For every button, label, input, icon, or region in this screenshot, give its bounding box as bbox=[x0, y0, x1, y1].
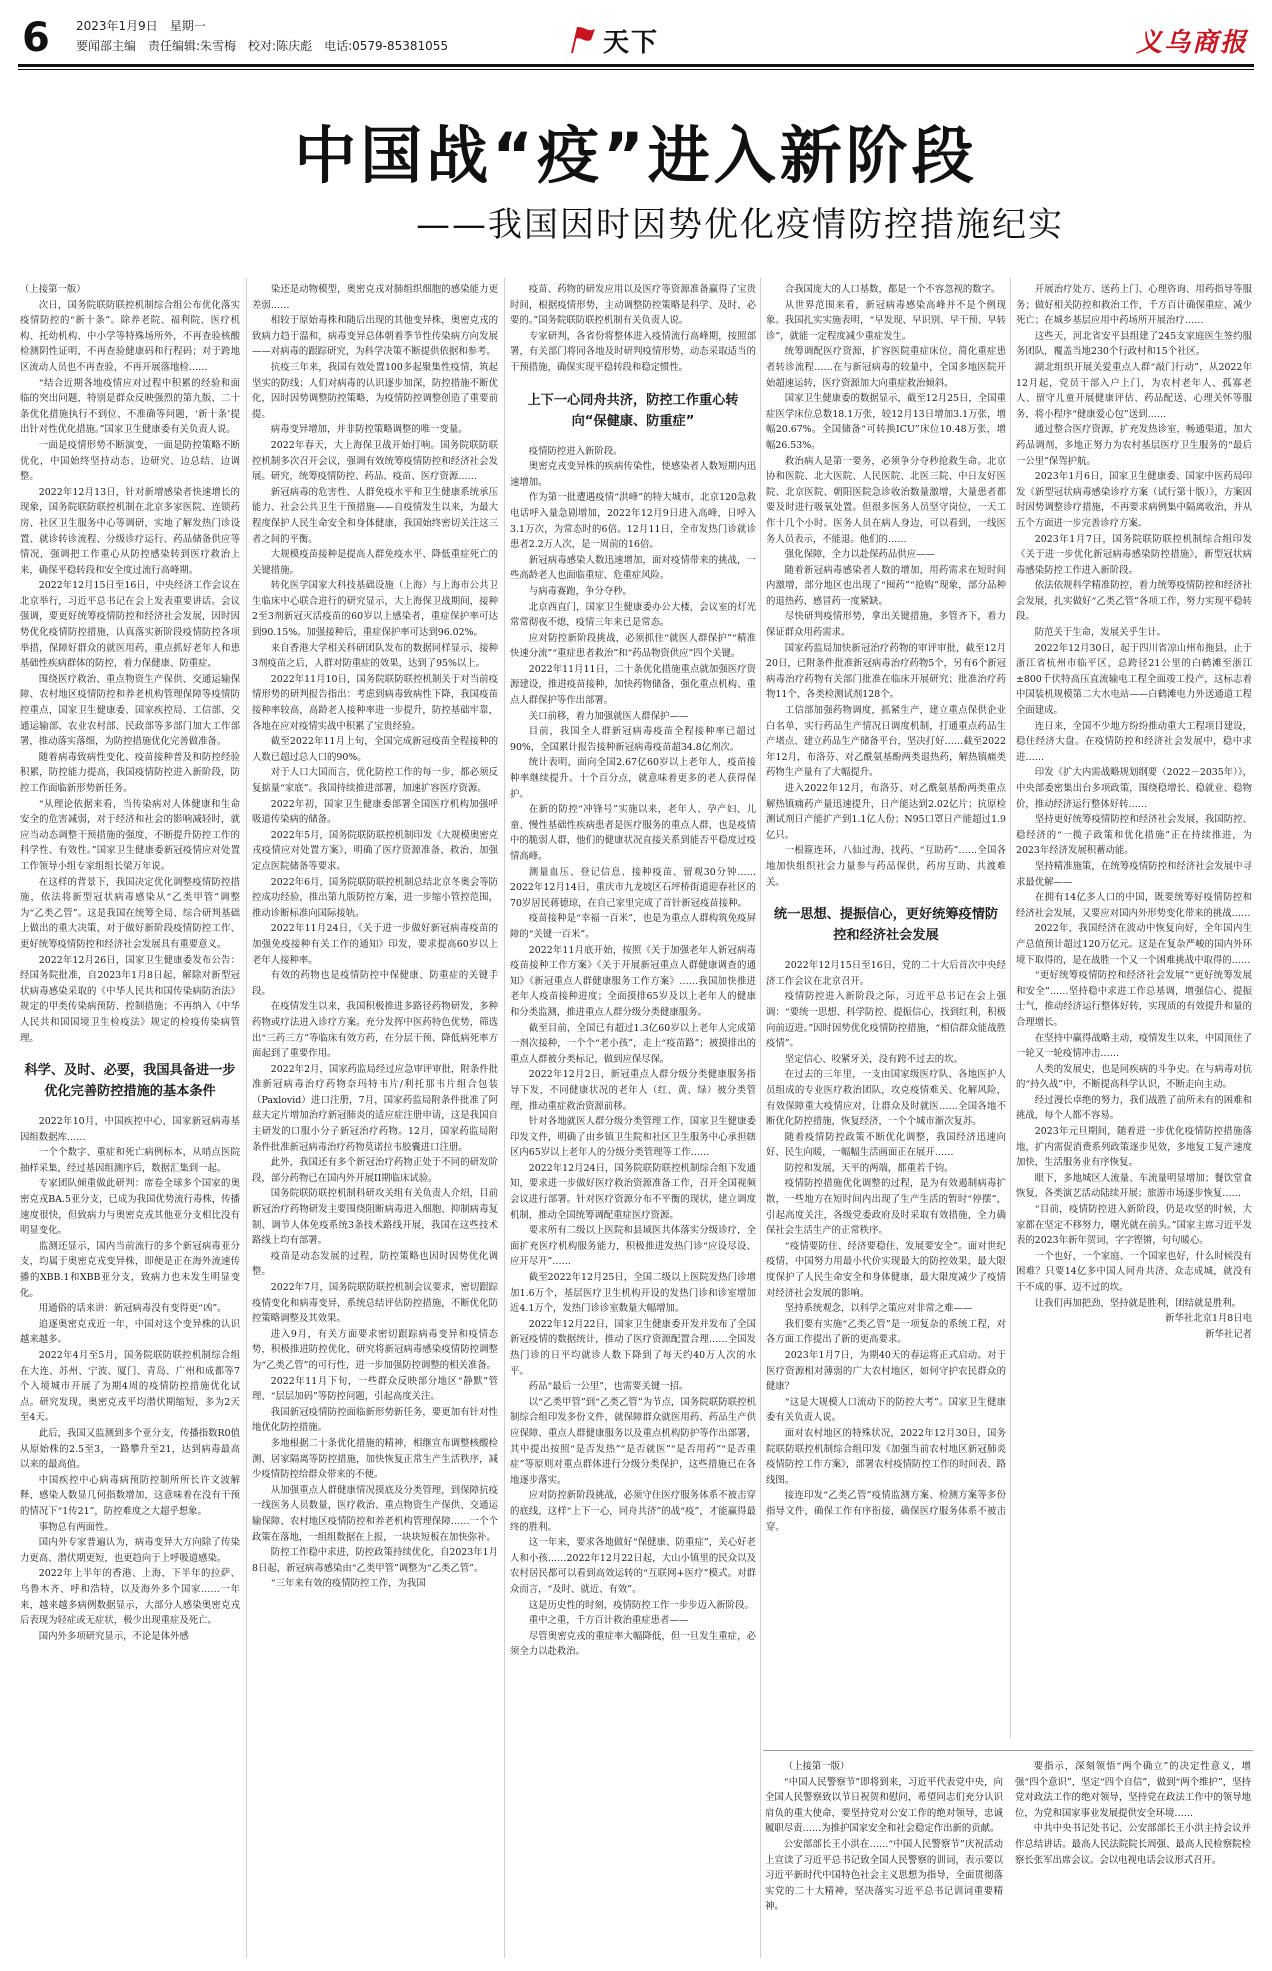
paragraph: 次日，国务院联防联控机制综合组公布优化落实疫情防控的“新十条”。除养老院、福利院、医疗机构、托幼机构、中小学等特殊场所外，不再查验核酸检测阴性证明，不再查验健康码和行程码；对于跨地区流动人员也不再查验，不再开展落地检…… bbox=[20, 299, 240, 373]
paragraph: 2022年11月下旬，一些群众反映部分地区“静默”管理、“层层加码”等防控问题，引起高度关注。 bbox=[252, 1375, 498, 1403]
paragraph: 中共中央书记处书记、公安部部长王小洪主持会议并作总结讲话。最高人民法院院长周强、最高人民检察院检察长张军出席会议。会以电视电话会议形式召开。 bbox=[1015, 1823, 1251, 1866]
section-title bbox=[565, 22, 659, 58]
column-divider bbox=[246, 278, 247, 1958]
paragraph: 眼下，多地城区人流量、车流量明显增加；餐饮堂食恢复，各类演艺活动陆续开展；旅游市场逐步恢复…… bbox=[1016, 1172, 1252, 1200]
paragraph: 通过整合医疗资源，扩充发热诊室，畅通渠道，加大药品调剂，多地正努力为农村基层医疗卫生服务的“最后一公里”保驾护航。 bbox=[1016, 424, 1252, 467]
paragraph: 疫苗、药物的研发应用以及医疗等资源准备赢得了宝贵时间，根据疫情形势，主动调整防控策略是科学、及时、必要的。”国务院联防联控机制有关负责人说。 bbox=[510, 284, 756, 327]
paragraph: 防控和发展，天平的两端，都重若千钧。 bbox=[784, 1162, 954, 1174]
continued-article-box bbox=[763, 1750, 1253, 1956]
paragraph: 国务院联防联控机制科研攻关组有关负责人介绍，目前新冠治疗药物研发主要围绕阻断病毒进入细胞、抑制病毒复制、调节人体免疫系统3条技术路线开展，我国在这些技术路线上均有部署。 bbox=[252, 1188, 498, 1247]
paragraph: 2022年12月26日，国家卫生健康委发布公告：经国务院批准，自2023年1月8日起，解除对新型冠状病毒感染采取的《中华人民共和国传染病防治法》规定的甲类传染病预防、控制措施；不再纳入《中华人民共和国国境卫生检疫法》规定的检疫传染病管理。 bbox=[20, 954, 240, 1044]
paragraph: 坚持更好统筹疫情防控和经济社会发展，我国防控、稳经济的“一揽子政策和优化措施”正在持续推进，为2023年经济发展积蓄动能。 bbox=[1016, 814, 1252, 857]
paragraph: 随着新冠病毒感染者人数的增加，用药需求在短时间内激增，部分地区也出现了“囤药”“抢购”现象，部分品种的退热药、感冒药一度紧缺。 bbox=[766, 564, 1006, 607]
box-column-left bbox=[765, 1759, 1003, 1954]
issue-date: 2023年1月9日 星期一 bbox=[76, 19, 206, 33]
col5-paragraphs bbox=[1016, 282, 1252, 1342]
paragraph: 新华社记者 bbox=[1205, 1328, 1252, 1340]
paragraph: 国家卫生健康委的数据显示，截至12月25日，全国重症医学床位总数18.1万张，较12月13日增加3.1万张，增幅20.67%。全国储备“可转换ICU”床位10.48万张，增幅26.53%。 bbox=[766, 393, 1006, 451]
paragraph: 尽快研判疫情形势，拿出关键措施，多管齐下，着力保证群众用药需求。 bbox=[766, 611, 1006, 639]
paragraph: 防控工作稳中求进，防控政策持续优化，自2023年1月8日起，新冠病毒感染由“乙类甲管”调整为“乙类乙管”。 bbox=[252, 1547, 498, 1574]
paragraph: 要求所有二级以上医院和县域医共体落实分级诊疗，全面扩充医疗机构服务能力，积极推进发热门诊“应设尽设、应开尽开”…… bbox=[510, 1225, 756, 1268]
header-rule-thin bbox=[18, 69, 1254, 70]
paragraph: 2022年春天，大上海保卫战开始打响。国务院联防联控机制多次召开会议，强调有效统筹疫情防控和经济社会发展。研究，统筹疫情防控、药品、疫苗、医疗资源…… bbox=[252, 439, 498, 483]
paragraph: 强化保障，全力以赴保药品供应—— bbox=[784, 549, 935, 561]
paragraph: 人类的发展史，也是同疾病的斗争史。在与病毒对抗的“持久战”中，不断提高科学认识，不断走向主动。 bbox=[1016, 1063, 1252, 1091]
paragraph: 让我们再加把劲，坚持就是胜利，团结就是胜利。 bbox=[1034, 1297, 1242, 1309]
paragraph: 围绕医疗救治、重点物资生产保供、交通运输保障、农村地区疫情防控和养老机构管理保障等疫情防控重点，国家卫生健康委、国家疾控局、工信部、交通运输部、农业农村部、民政部等多部门加大工作部署，推动落实落细，为防控措施优化完善做准备。 bbox=[20, 673, 240, 748]
paragraph: 2022年12月15日至16日，中央经济工作会议在北京举行，习近平总书记在会上发表重要讲话。会议强调，要更好统筹疫情防控和经济社会发展，因时因势优化疫情防控措施，认真落实新阶段疫情防控各项举措，保障好群众的就医用药，重点抓好老年人和患基础性疾病群体的防控，着力保健康、防重症。 bbox=[20, 580, 240, 670]
paragraph: 中国疾控中心病毒病预防控制所所长许文波解释，感染人数显几何指数增加，这意味着在没有干预的情况下“1传21”，防控难度之大超乎想象。 bbox=[20, 1474, 240, 1517]
paragraph: 2022年12月24日，国务院联防联控机制综合组下发通知，要求进一步做好医疗救治资源准备工作，召开全国视频会议进行部署。针对医疗资源分布不平衡的现状，建立调度机制，推动全国统筹调配重症医疗资源。 bbox=[510, 1162, 756, 1221]
paragraph: 公安部部长王小洪在……“中国人民警察节”庆祝活动上宣读了习近平总书记致全国人民警察的训词，表示要以习近平新时代中国特色社会主义思想为指导，全面贯彻落实党的二十大精神，坚决落实习近平总书记训词重要精神。 bbox=[765, 1838, 1003, 1913]
paragraph: “三年来有效的疫情防控工作，为我国 bbox=[270, 1578, 426, 1590]
paragraph: （上接第一版） bbox=[20, 284, 86, 295]
col3b-paragraphs bbox=[510, 444, 756, 1660]
paragraph: 与病毒赛跑，争分夺秒。 bbox=[528, 585, 632, 597]
paragraph: 用通俗的话来讲：新冠病毒没有变得更“凶”。 bbox=[38, 1303, 227, 1315]
box-column-right bbox=[1015, 1759, 1251, 1954]
paragraph: 应对防控新阶段挑战，必须抓住“就医人群保护”“精准快速分流”“重症患者救治”和“药品物资供应”四个关键。 bbox=[510, 632, 756, 660]
article-column-4 bbox=[766, 282, 1006, 1742]
paragraph: 2022年2月，国家药监局经过应急审评审批，附条件批准新冠病毒治疗药物奈玛特韦片/利托那韦片组合包装（Paxlovid）进口注册，7月，国家药监局附条件批准了阿兹夫定片增加治疗新冠肺炎的适应症注册申请，这是我国自主研发的口服小分子新冠治疗药物。12月，国家药监局附条件批准新冠病毒治疗药物莫诺拉韦胶囊进口注册。 bbox=[252, 1063, 498, 1153]
paragraph: 湖北组织开展关爱重点人群“敲门行动”，从2022年12月起，党员干部入户上门，为农村老年人、孤寡老人、留守儿童开展健康评估、药品配送、心理关怀等服务，将小程序“健康爱心包”送到…… bbox=[1016, 361, 1252, 420]
paragraph: 在疫情发生以来，我国积极推进多路径药物研发，多种药物或疗法进入诊疗方案。充分发挥中医药特色优势，筛选出“三药三方”等临床有效方药，在分层干预、降低病死率方面起到了重要作用。 bbox=[252, 1001, 498, 1060]
paragraph: 经过漫长卓绝的努力，我们战胜了前所未有的困难和挑战，每个人都不容易。 bbox=[1016, 1094, 1252, 1122]
paragraph: 2022年12月13日，针对新增感染者快速增长的现象，国务院联防联控机制在北京多家医院、连锁药房、社区卫生服务中心等调研，实地了解发热门诊设置、就诊转诊流程、分级诊疗运行、药品储备供应等情况，强调把工作重心从防控感染转到医疗救治上来，确保平稳转段和安全度过流行高峰期。 bbox=[20, 486, 240, 576]
paragraph: 从世界范围来看，新冠病毒感染高峰并不是个例现象。我国扎实实施表明，“早发现、早识别、早干预、早转诊”，就能一定程度减少重症发生。 bbox=[766, 299, 1006, 342]
subheadline: ——我国因时因势优化疫情防控措施纪实 bbox=[416, 205, 1064, 245]
paragraph: 坚持精准施策，在统筹疫情防控和经济社会发展中寻求最优解—— bbox=[1016, 860, 1252, 888]
paragraph: 相较于原始毒株和随后出现的其他变异株，奥密克戎的致病力趋于温和，病毒变异总体朝着季节性传染病方向发展——对病毒的跟踪研究，为科学决策不断提供依据和参考。 bbox=[252, 315, 498, 358]
paragraph: “结合近期各地疫情应对过程中积累的经验和面临的突出问题，特别是群众反映强烈的第九版、二十条优化措施执行不到位、不准确等问题，‘新十条’提出针对性优化措施。”国家卫生健康委有关负责人说。 bbox=[20, 377, 240, 436]
col1b-paragraphs bbox=[20, 1114, 240, 1644]
paragraph: 这一年来，要求各地做好“保健康、防重症”，关心好老人和小孩……2022年12月22日起，大山小镇里的民众以及农村居民都可以看到高效运转的“互联网+医疗”模式。对群众而言，“及时、就近、有效”。 bbox=[510, 1537, 756, 1595]
paragraph: 一根箍连环，八仙过海，找药、“互助药”……全国各地加快组织社会力量参与药品保供，药房互助、共渡难关。 bbox=[766, 845, 1006, 888]
paragraph: 从加强重点人群健康情况摸底及分类管理，到保障抗疫一线医务人员数量，医疗救治、重点物资生产保供、交通运输保障、农村地区疫情防控和养老机构管理保障……一个个政策在落地，一组组数据在上报，一块块短板在加快弥补。 bbox=[252, 1484, 498, 1543]
paragraph: 疫情防控进入新阶段。 bbox=[528, 445, 623, 457]
paragraph: 救治病人是第一要务，必须争分夺秒抢救生命。北京协和医院、北大医院、人民医院、北医三院、中日友好医院、北京医院、朝阳医院急诊收治数量激增，大量患者都要及时进行吸氧处置。但很多医务人员坚守岗位，一天工作十几个小时。医务人员在病人身边，可以看到，一线医务人员表示，不能退。他们的…… bbox=[766, 455, 1006, 545]
col1-paragraphs bbox=[20, 282, 240, 1046]
paragraph: 疫情防控措施优化调整的过程，是为有效遏制病毒扩散，一些地方在短时间内出现了生产生活的暂时“停摆”，引起高度关注，各级党委政府及时采取有效措施，全力确保社会生活生产的正常秩序。 bbox=[766, 1178, 1006, 1237]
paragraph: 作为第一批遭遇疫情“洪峰”的特大城市，北京120急救电话呼入量急剧增加，2022年12月9日进入高峰，日呼入3.1万次，为常态时的6倍。12月11日，全市发热门诊就诊患者2.2万人次，是一周前的16倍。 bbox=[510, 492, 756, 551]
paragraph: 来自香港大学相关科研团队发布的数据同样显示，接种3剂疫苗之后，人群对防重症的效果，达到了95%以上。 bbox=[252, 642, 498, 670]
paragraph: 坚定信心、咬紧牙关，没有跨不过去的坎。 bbox=[784, 1053, 963, 1065]
paragraph: 奥密克戎变异株的疾病传染性，使感染者人数短期内迅速增加。 bbox=[510, 461, 756, 488]
editor-line: 要闻部主编 责任编辑:朱雪梅 校对:陈庆彪 电话:0579-85381055 bbox=[76, 39, 449, 53]
paragraph: 国内外多项研究显示，不论是体外感 bbox=[38, 1630, 189, 1642]
paragraph: 病毒变异增加，并非防控策略调整的唯一变量。 bbox=[270, 424, 468, 436]
paragraph: 针对各地就医人群分级分类管理工作，国家卫生健康委印发文件，明确了由乡镇卫生院和社区卫生服务中心承担辖区内65岁以上老年人的分级分类管理等工作…… bbox=[510, 1116, 756, 1159]
column-divider bbox=[1010, 278, 1011, 1738]
page-number: 6 bbox=[22, 15, 50, 61]
paragraph: 追逐奥密克戎近一年，中国对这个变异株的认识越来越多。 bbox=[20, 1318, 240, 1346]
paragraph: 测量血压、登记信息、接种疫苗、留观30分钟……2022年12月14日，重庆市九龙坡区石坪桥街道迎春社区的70岁居民蒋德琼，在自己家里完成了首针新冠疫苗接种。 bbox=[510, 866, 756, 909]
paragraph: 2023年元旦期间，随着进一步优化疫情防控措施落地，扩内需促消费系列政策逐步见效，多地复工复产速度加快，生活服务业有序恢复。 bbox=[1016, 1126, 1252, 1169]
paragraph: 以“乙类甲管”到“乙类乙管”为节点，国务院联防联控机制综合组印发多份文件，就保障群众就医用药、药品生产供应保障、重点人群健康服务以及重点机构防护等作出部署，其中提出按照“是否发热”“是否就医”“是否用药”“是否重症”等原则对重点群体进行分级分类保护，这些措施已在各地逐步落实。 bbox=[510, 1396, 756, 1486]
paragraph: 依法依规科学精准防控，着力统筹疫情防控和经济社会发展，扎实做好“乙类乙管”各项工作，努力实现平稳转段。 bbox=[1016, 580, 1252, 623]
paragraph: 2022年11月24日，《关于进一步做好新冠病毒疫苗的加强免疫接种有关工作的通知》印发，要求提高60岁以上老年人接种率。 bbox=[252, 923, 498, 966]
col3-paragraphs bbox=[510, 282, 756, 376]
paragraph: 2022年11月11日，二十条优化措施重点就加强医疗资源建设，推进疫苗接种，加快药物储备，强化重点机构、重点人群保护等作出部署。 bbox=[510, 663, 756, 707]
paragraph: 专家团队倾重做此研判：席卷全球多个国家的奥密克戎BA.5亚分支，已成为我国优势流行毒株，传播速度很快，但致病力与奥密克戎其他亚分支相比没有明显变化。 bbox=[20, 1178, 240, 1237]
section-name: 天下 bbox=[603, 27, 660, 58]
article-column-1 bbox=[20, 282, 240, 1957]
paragraph: 监测还显示，国内当前流行的多个新冠病毒亚分支，均属于奥密克戎变异株，即便是正在海外流速传播的XBB.1和XBB亚分支，致病力也未发生明显变化。 bbox=[20, 1240, 240, 1299]
paragraph: 连日来，全国不少地方纷纷推动重大工程项目建设，稳住经济大盘。在疫情防控和经济社会发展中，稳中求进…… bbox=[1016, 720, 1252, 763]
red-flag-logo-icon bbox=[565, 23, 599, 57]
section-heading-1: 科学、及时、必要，我国具备进一步优化完善防控措施的基本条件 bbox=[24, 1063, 236, 1100]
paragraph: 事物总有两面性。 bbox=[38, 1521, 114, 1533]
paragraph: 统计表明，面向全国2.67亿60岁以上老年人，疫苗接种率继续提升。十个百分点，就意味着更多的老人获得保护。 bbox=[510, 757, 756, 800]
box-left-paragraphs bbox=[765, 1759, 1003, 1915]
col4b-paragraphs bbox=[766, 958, 1006, 1535]
paragraph: 进入9月，有关方面要求密切跟踪病毒变异和疫情态势，积极推进防控优化，研究将新冠病毒感染疫情防控调整为“乙类乙管”的可行性，进一步加强防控调整的相关准备。 bbox=[252, 1328, 498, 1371]
paragraph: 2022年10月，中国疾控中心，国家新冠病毒基因组数据库…… bbox=[20, 1116, 240, 1143]
paragraph: 防范关于生命，发展关乎生计。 bbox=[1034, 627, 1167, 639]
paragraph: 截至目前，全国已有超过1.3亿60岁以上老年人完成第一剂次接种，一个个“老小孩”，走上“疫苗路”；被摸排出的重点人群被分类标记，做到应保尽保。 bbox=[510, 1022, 756, 1065]
paragraph: 关口前移，着力加强就医人群保护—— bbox=[528, 710, 689, 722]
paragraph: 北京西直门，国家卫生健康委办公大楼，会议室的灯光常常彻夜不熄，疫情三年来已是常态。 bbox=[510, 601, 756, 629]
paragraph: 这些天，河北省安平县组建了245支家庭医生签约服务团队，覆盖当地230个行政村和15个社区。 bbox=[1016, 330, 1252, 358]
box-right-paragraphs bbox=[1015, 1759, 1251, 1868]
paragraph: 国家药监局加快新冠治疗药物的审评审批，截至12月20日，已附条件批准新冠病毒治疗药物5个，另有6个新冠病毒治疗药物有关部门批准在临床开展研究；批准治疗药物11个、各类检测试剂128个。 bbox=[766, 642, 1006, 701]
paragraph: 2022年7月，国务院联防联控机制会议要求，密切跟踪疫情变化和病毒变异，系统总结评估防控措施，不断优化防控策略调整及其效果。 bbox=[252, 1282, 498, 1325]
paragraph: 接连印发“乙类乙管”疫情监测方案、检测方案等多份指导文件，确保工作有序衔接，确保医疗服务体系不被击穿。 bbox=[766, 1490, 1006, 1533]
paragraph: （上接第一版） bbox=[783, 1761, 850, 1772]
paragraph: 进入2022年12月，布洛芬、对乙酰氨基酚两类重点解热镇痛药产量迅速提升，日产能达到2.02亿片；抗原检测试剂日产能扩产到1.1亿人份；N95口罩日产能超过1.9亿只。 bbox=[766, 783, 1006, 841]
paragraph: 在新的防控“冲锋号”实施以来，老年人、孕产妇、儿童、慢性基础性疾病患者是医疗服务的重点人群，也是疫情中的脆弱人群，他们的健康状况直接关系到能否平稳度过疫情高峰。 bbox=[510, 804, 756, 862]
paragraph: 这是历史性的时刻，疫情防控工作一步步迈入新阶段。 bbox=[528, 1599, 754, 1611]
paragraph: 尽管奥密克戎的重症率大幅降低，但一旦发生重症，必须全力以赴救治。 bbox=[510, 1630, 756, 1658]
paragraph: “从理论依据来看，当传染病对人体健康和生命安全的危害减弱，对于经济和社会的影响减轻时，就应当动态调整干预措施的强度，不断提升防控工作的科学性、有效性。”国家卫生健康委新冠疫情应对处置工作领导小组专家组组长梁万年说。 bbox=[20, 798, 240, 872]
paragraph: “更好统筹疫情防控和经济社会发展”“更好统筹发展和安全”……坚持稳中求进工作总基调，增强信心、提振士气，推动经济运行整体好转，实现质的有效提升和量的合理增长。 bbox=[1016, 970, 1252, 1028]
paragraph: 在过去的三年里，一支由国家级医疗队、各地医护人员组成的专业医疗救治团队，攻克疫情难关、化解风险，有效保障重大疫情应对，让群众及时就医……全国各地不断优化防控措施，恢复经济，一个个城市渐次复苏。 bbox=[766, 1069, 1006, 1128]
paragraph: 截至2022年11月上旬，全国完成新冠疫苗全程接种的人数已超过总人口的90%。 bbox=[252, 736, 498, 763]
paragraph: 在拥有14亿多人口的中国，既要统筹好疫情防控和经济社会发展，又要应对国内外形势变化带来的挑战…… bbox=[1016, 892, 1252, 919]
paragraph: 专家研判，各省份将整体进入疫情流行高峰期，按照部署，有关部门将同各地及时研判疫情形势，动态采取适当的干预措施，确保实现平稳转段和稳定惯性。 bbox=[510, 330, 756, 373]
paragraph: 2023年1月7日，为期40天的春运将正式启动。对于医疗资源相对薄弱的广大农村地区，如何守护农民群众的健康？ bbox=[766, 1350, 1006, 1393]
paragraph: 随着病毒致病性变化、疫苗接种普及和防控经验积累，防控能力提高，我国疫情防控进入新阶段，防控工作面临新形势新任务。 bbox=[20, 751, 240, 794]
paragraph: 2022年12月2日，新冠重点人群分级分类健康服务指导下发，不同健康状况的老年人（红、黄、绿）被分类管理，推动重症救治资源前移。 bbox=[510, 1069, 756, 1112]
paragraph: 目前，我国全人群新冠病毒疫苗全程接种率已超过90%，全国累计报告接种新冠病毒疫苗超34.8亿剂次。 bbox=[510, 726, 756, 753]
paragraph: 2022年6月，国务院联防联控机制总结北京冬奥会等防控成功经验，推出第九版防控方案，进一步缩小管控范围，推动诊断标准向国际接轨。 bbox=[252, 876, 498, 919]
paragraph: 坚持系统观念，以科学之策应对非常之难—— bbox=[784, 1303, 973, 1315]
paragraph: 2022年上半年的香港、上海，下半年的拉萨、乌鲁木齐、呼和浩特，以及海外多个国家……一年来，越来越多病例数据显示，大部分人感染奥密克戎后表现为轻症或无症状，极少出现重症及死亡。 bbox=[20, 1568, 240, 1627]
paragraph: 面对农村地区的特殊状况，2022年12月30日，国务院联防联控机制综合组印发《加强当前农村地区新冠肺炎疫情防控工作方案》，部署农村疫情防控工作的时间表、路线图。 bbox=[766, 1427, 1006, 1486]
paragraph: 新华社北京1月8日电 bbox=[1165, 1313, 1252, 1325]
paragraph: 2022年4月至5月，国务院联防联控机制综合组在大连、苏州、宁波、厦门、青岛、广州和成都等7个入境城市开展了为期4周的疫情防控措施优化试点。研究发现，奥密克戎平均潜伏期缩短，多为2天至4天。 bbox=[20, 1350, 240, 1424]
paragraph: 工信部加强药物调度，抓紧生产，建立重点保供企业白名单，实行药品生产情况日调度机制，打通重点药品生产堵点、建立药品生产储备平台，坚决打好……截至2022年12月，布洛芬、对乙酰氨基酚两类退热药，解热镇痛类药物生产量有了大幅提升。 bbox=[766, 705, 1006, 779]
column-divider bbox=[504, 278, 505, 1958]
paragraph: 印发《扩大内需战略规划纲要（2022－2035年）》，中央部委密集出台多项政策，围绕稳增长、稳就业、稳物价，推动经济运行整体好转…… bbox=[1016, 767, 1252, 810]
paragraph: 疫苗是动态发展的过程，防控策略也因时因势优化调整。 bbox=[252, 1250, 498, 1278]
section-heading-3: 统一思想、提振信心，更好统筹疫情防控和经济社会发展 bbox=[773, 907, 999, 944]
paragraph: 合我国庞大的人口基数，都是一个不容忽视的数字。 bbox=[784, 284, 1001, 295]
paragraph: 国内外专家普遍认为，病毒变异大方向除了传染力更高、潜伏期更短，也更趋向于上呼吸道感染。 bbox=[20, 1537, 240, 1564]
paragraph: 疫情防控进入新阶段之际，习近平总书记在会上强调：“要统一思想、科学防控、提振信心，找到红利，积极向前迈进。”因时因势优化疫情防控措施，“相信群众能战胜疫情”。 bbox=[766, 991, 1006, 1050]
paragraph: 随着疫情防控政策不断优化调整，我国经济迅速向好、民生向暖，一幅幅生活画面正在展开…… bbox=[766, 1131, 1006, 1159]
paragraph: 抗疫三年来，我国有效处置100多起聚集性疫情，筑起坚实的防线；人们对病毒的认识逐步加深，防控措施不断优化，因时因势调整防控策略，为疫情防控调整创造了重要前提。 bbox=[252, 361, 498, 420]
paragraph: 2022年5月，国务院联防联控机制印发《大规模奥密克戎疫情应对处置方案》，明确了医疗资源准备、救治、加强定点医院储备等要求。 bbox=[252, 829, 498, 872]
page-header bbox=[0, 0, 1272, 66]
paragraph: 一面是疫情形势不断演变，一面是防控策略不断优化，中国始终坚持动态、边研究、边总结、边调整。 bbox=[20, 439, 240, 483]
paragraph: 在这样的背景下，我国决定优化调整疫情防控措施，依法将新型冠状病毒感染从“乙类甲管”调整为“乙类乙管”。这是我国在统筹全局、综合研判基础上做出的重大决策，对于做好新阶段疫情防控工作、更好统筹疫情防控和经济社会发展具有重要意义。 bbox=[20, 876, 240, 950]
paragraph: “中国人民警察节”即将到来，习近平代表党中央，向全国人民警察致以节日祝贺和慰问，希望同志们充分认识肩负的重大使命，要坚持党对公安工作的绝对领导，忠诚履职尽责……为推护国家安全和社会稳定作出新的贡献。 bbox=[765, 1776, 1003, 1835]
col2-paragraphs bbox=[252, 282, 498, 1592]
paragraph: 新冠病毒的危害性、人群免疫水平和卫生健康系统承压能力、社会公共卫生干预措施——自疫情发生以来，为最大程度保护人民生命安全和身体健康，我国始终密切关注这三者之间的平衡。 bbox=[252, 486, 498, 545]
paragraph: 2023年1月6日，国家卫生健康委、国家中医药局印发《新型冠状病毒感染诊疗方案（试行第十版）》，方案因时因势调整诊疗措施，不再要求病例集中隔离收治，并从五个方面进一步完善诊疗方案。 bbox=[1016, 471, 1252, 529]
paragraph: 2022年12月15日至16日，党的二十大后首次中央经济工作会议在北京召开。 bbox=[766, 960, 1006, 987]
paragraph: 要指示，深刻领悟“两个确立”的决定性意义，增强“四个意识”，坚定“四个自信”，做到“两个维护”，坚持党对政法工作的绝对领导，坚持党在政法工作中的领导地位，为党和国家事业发展提供安全环境…… bbox=[1015, 1761, 1251, 1819]
paragraph: 重中之重，千方百计救治重症患者—— bbox=[528, 1615, 689, 1627]
header-meta bbox=[76, 16, 448, 56]
header-rule-thick bbox=[18, 64, 1254, 67]
paragraph: “疫情要防住、经济要稳住、发展要安全”。面对世纪疫情，中国努力用最小代价实现最大的防控效果，最大限度保护了人民生命安全和身体健康，最大限度减少了疫情对经济社会发展的影响。 bbox=[766, 1240, 1006, 1299]
paragraph: “这是大规模人口流动下的防控大考”。国家卫生健康委有关负责人说。 bbox=[766, 1396, 1006, 1424]
column-divider bbox=[760, 278, 761, 1958]
paragraph: 2022年11月底开始，按照《关于加强老年人新冠病毒疫苗接种工作方案》《关于开展新冠重点人群健康调查的通知》《新冠重点人群健康服务工作方案》……我国加快推进老年人疫苗接种进度；全面摸排65岁及以上老年人的健康和分类监测，推进重点人群分级分类健康服务。 bbox=[510, 944, 756, 1018]
paragraph: 截至2022年12月25日，全国二级以上医院发热门诊增加1.6万个，基层医疗卫生机构开设的发热门诊和诊室增加近4.1万个，发热门诊诊室数量大幅增加。 bbox=[510, 1272, 756, 1315]
paragraph: “目前，疫情防控进入新阶段，仍是攻坚的时候，大家都在坚定不移努力，曙光就在前头。”国家主席习近平发表的2023年新年贺词，字字铿锵，句句暖心。 bbox=[1016, 1204, 1252, 1247]
paragraph: 应对防控新阶段挑战，必须守住医疗服务体系不被击穿的底线，这样“上下一心，同舟共济”的战“疫”，才能赢得最终的胜利。 bbox=[510, 1490, 756, 1533]
paragraph: 染还是动物模型，奥密克戎对肺组织细胞的感染能力更差弱…… bbox=[252, 284, 498, 311]
paragraph: 新冠病毒感染人数迅速增加，面对疫情带来的挑战，一些高龄老人也面临重症、危重症风险。 bbox=[510, 554, 756, 582]
newspaper-brand: 义乌商报 bbox=[1135, 28, 1248, 58]
paragraph: 2023年1月7日，国务院联防联控机制综合组印发《关于进一步优化新冠病毒感染防控措施》，新型冠状病毒感染防控工作进入新阶段。 bbox=[1016, 533, 1252, 576]
paragraph: 此后，我国又监测到多个亚分支，传播指数R0值从原始株的2.5至3，一路攀升至21，达到病毒最高以来的最高值。 bbox=[20, 1427, 240, 1471]
paragraph: 在坚持中赢得战略主动，疫情发生以来，中国顶住了一轮又一轮疫情冲击…… bbox=[1016, 1032, 1252, 1060]
paragraph: 统筹调配医疗资源，扩容医院重症床位，简化重症患者转诊流程……在与新冠病毒的较量中，全国多地医院开始超速运转，医疗资源加大向重症救治倾斜。 bbox=[766, 346, 1006, 389]
paragraph: 2022年11月10日，国务院联防联控机制关于对当前疫情形势的研判报告指出：考虑到病毒致病性下降，我国疫苗接种率较高，高龄老人接种率进一步提升，防控基础牢靠，各地在应对疫情实战中积累了宝贵经验。 bbox=[252, 673, 498, 732]
article-column-3 bbox=[510, 282, 756, 1957]
paragraph: 此外，我国还有多个新冠治疗药物正处于不同的研发阶段，部分药物已在国内外开展II期临床试验。 bbox=[252, 1157, 498, 1184]
paragraph: 2022年初，国家卫生健康委部署全国医疗机构加强呼吸道传染病的储备。 bbox=[252, 798, 498, 826]
paragraph: 我国新冠疫情防控面临新形势新任务，要更加有针对性地优化防控措施。 bbox=[252, 1406, 498, 1434]
article-column-2 bbox=[252, 282, 498, 1957]
paragraph: 药品“最后一公里”，也需要关键一招。 bbox=[528, 1381, 689, 1393]
col4-paragraphs bbox=[766, 282, 1006, 890]
paragraph: 疫苗接种是“幸福一百米”，也是为重点人群构筑免疫屏障的“关键一百米”。 bbox=[510, 913, 756, 940]
headline: 中国战“疫”进入新阶段 bbox=[294, 119, 978, 192]
paragraph: 多地根据二十条优化措施的精神，相继宣布调整核酸检测、居家隔离等防控措施，加快恢复正常生产生活秩序，减少疫情防控给群众带来的不便。 bbox=[252, 1437, 498, 1481]
paragraph: 一个也好，一个家庭、一个国家也好，什么时候没有困难？只要14亿多中国人同舟共济、众志成城，就没有干不成的事、迈不过的坎。 bbox=[1016, 1250, 1252, 1293]
paragraph: 2022年，我国经济在波动中恢复向好，全年国内生产总值预计超过120万亿元。这是在复杂严峻的国内外环境下取得的，是在战胜一个又一个困难挑战中取得的…… bbox=[1016, 923, 1252, 966]
paragraph: 转化医学国家大科技基础设施（上海）与上海市公共卫生临床中心联合进行的研究显示，大上海保卫战期间，接种2至3剂新冠灭活疫苗的60岁以上感染者，重症保护率可达到90.15%。加强接种后，重症保护率可达到96.02%。 bbox=[252, 580, 498, 639]
paragraph: 一个个数字、重症和死亡病例标本，从哨点医院抽样采集，经过基因组测序后，数据汇集到一起。 bbox=[20, 1147, 240, 1174]
paragraph: 2022年12月22日，国家卫生健康委开发并发布了全国新冠疫情的数据统计，推动了医疗资源配置合理……全国发热门诊的日平均就诊人数下降到了每天约40万人次的水平。 bbox=[510, 1318, 756, 1377]
paragraph: 对于人口大国而言，优化防控工作的每一步，都必须反复掂量“家底”。我国持续推进部署，加速扩容医疗资源。 bbox=[252, 767, 498, 794]
paragraph: 有效的药物也是疫情防控中保健康、防重症的关键手段。 bbox=[252, 970, 498, 997]
paragraph: 我们要有实施“乙类乙管”是一项复杂的系统工程，对各方面工作提出了新的更高要求。 bbox=[766, 1318, 1006, 1346]
article-column-5 bbox=[1016, 282, 1252, 1742]
paragraph: 2022年12月30日，起于四川省凉山州布拖县，止于浙江省杭州市临平区，总跨径21公里的白鹤滩至浙江±800千伏特高压直流输电工程全面竣工投产，这标志着中国装机规模第二大水电站——白鹤滩电力外送通道工程全面建成。 bbox=[1016, 642, 1252, 717]
paragraph: 大规模疫苗接种是提高人群免疫水平、降低重症死亡的关键措施。 bbox=[252, 549, 498, 576]
paragraph: 开展治疗处方、送药上门、心理咨询、用药指导等服务；做好相关防控和救治工作，千方百计确保重症、减少死亡；在城乡基层应用中药场所开展治疗…… bbox=[1016, 284, 1252, 327]
section-heading-2: 上下一心同舟共济，防控工作重心转向“保健康、防重症” bbox=[527, 392, 739, 429]
